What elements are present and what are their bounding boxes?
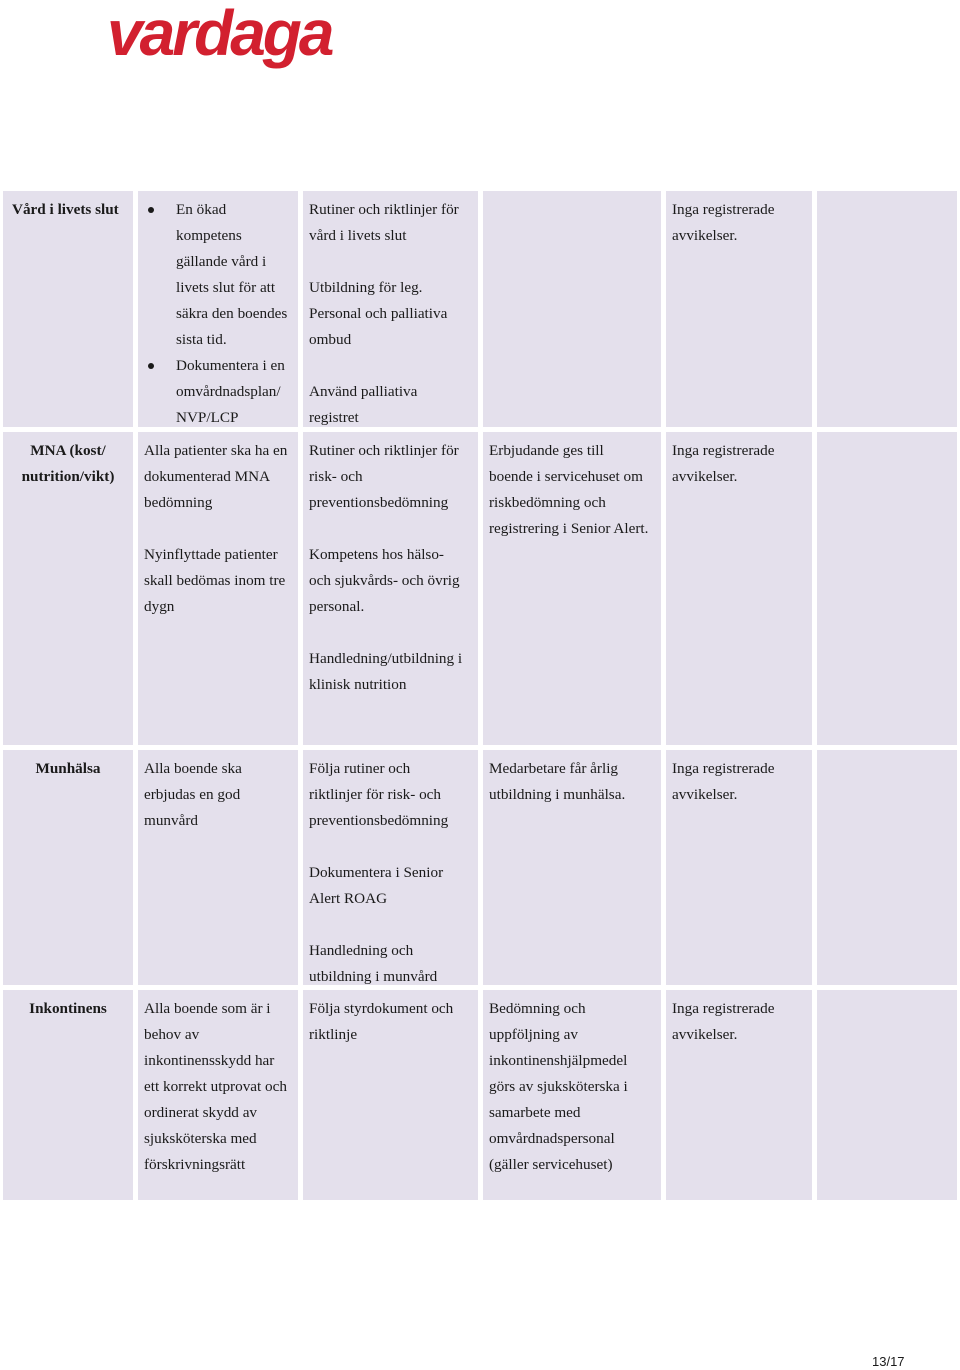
goal-cell: [138, 750, 298, 985]
method-cell: [303, 750, 478, 985]
method-text: Handledning/utbildning i klinisk nutrition: [309, 650, 463, 693]
table-row: [3, 432, 957, 745]
action-cell: Medarbetare får årlig utbildning i munhälsa.: [483, 750, 661, 985]
method-text: Dokumentera i Senior Alert ROAG: [309, 864, 444, 907]
result-cell: Inga registrerade avvikelser.: [666, 191, 812, 427]
vardaga-logo: [105, 0, 367, 75]
goal-text: Alla boende ska erbjudas en god munvård: [144, 760, 242, 829]
goal-text: Alla patienter ska ha en dokumenterad MNA bedömning: [144, 442, 288, 511]
method-text: Kompetens hos hälso- och sjukvårds- och övrig personal.: [309, 546, 460, 615]
empty-cell: [817, 191, 957, 427]
goal-text: Nyinflyttade patienter skall bedömas inom tre dygn: [144, 546, 286, 615]
svg-text:vardaga: vardaga: [107, 0, 332, 69]
goal-bullet: En ökad kompetens gällande vård i livets slut för att säkra den boendes sista tid.: [176, 197, 292, 353]
topic-cell: MNA (kost/ nutrition/vikt): [3, 432, 133, 745]
page-number: 13/17: [872, 1354, 905, 1369]
method-text: Utbildning för leg. Personal och palliativa ombud: [309, 279, 448, 348]
topic-cell: Inkontinens: [3, 990, 133, 1200]
goal-cell: [138, 990, 298, 1200]
method-text: Använd palliativa registret: [309, 383, 418, 426]
topic-cell: Munhälsa: [3, 750, 133, 985]
empty-cell: [817, 432, 957, 745]
goal-cell: [138, 432, 298, 745]
action-cell: [483, 191, 661, 427]
goal-cell: [138, 191, 298, 427]
result-cell: Inga registrerade avvikelser.: [666, 990, 812, 1200]
result-cell: Inga registrerade avvikelser.: [666, 432, 812, 745]
method-text: Följa rutiner och riktlinjer för risk- och preventionsbedömning: [309, 760, 449, 829]
table-row: [3, 191, 957, 427]
result-cell: Inga registrerade avvikelser.: [666, 750, 812, 985]
action-cell: Bedömning och uppföljning av inkontinenshjälpmedel görs av sjuksköterska i samarbete med omvårdnadspersonal (gäller servicehuset): [483, 990, 661, 1200]
table-row: [3, 750, 957, 985]
method-cell: [303, 432, 478, 745]
goal-bullet: Dokumentera i en omvårdnadsplan/ NVP/LCP: [176, 353, 292, 431]
method-text: Rutiner och riktlinjer för risk- och preventionsbedömning: [309, 442, 459, 511]
quality-table: [3, 191, 957, 1205]
method-text: Följa styrdokument och riktlinje: [309, 1000, 454, 1043]
table-row: [3, 990, 957, 1200]
method-cell: [303, 990, 478, 1200]
method-text: Rutiner och riktlinjer för vård i livets slut: [309, 201, 459, 244]
action-cell: Erbjudande ges till boende i servicehuset om riskbedömning och registrering i Senior Alert.: [483, 432, 661, 745]
empty-cell: [817, 750, 957, 985]
goal-text: Alla boende som är i behov av inkontinensskydd har ett korrekt utprovat och ordinerat skydd av sjuksköterska med förskrivningsrätt: [144, 1000, 287, 1173]
method-cell: [303, 191, 478, 427]
method-text: Handledning och utbildning i munvård: [309, 942, 438, 985]
topic-cell: Vård i livets slut: [3, 191, 133, 427]
empty-cell: [817, 990, 957, 1200]
